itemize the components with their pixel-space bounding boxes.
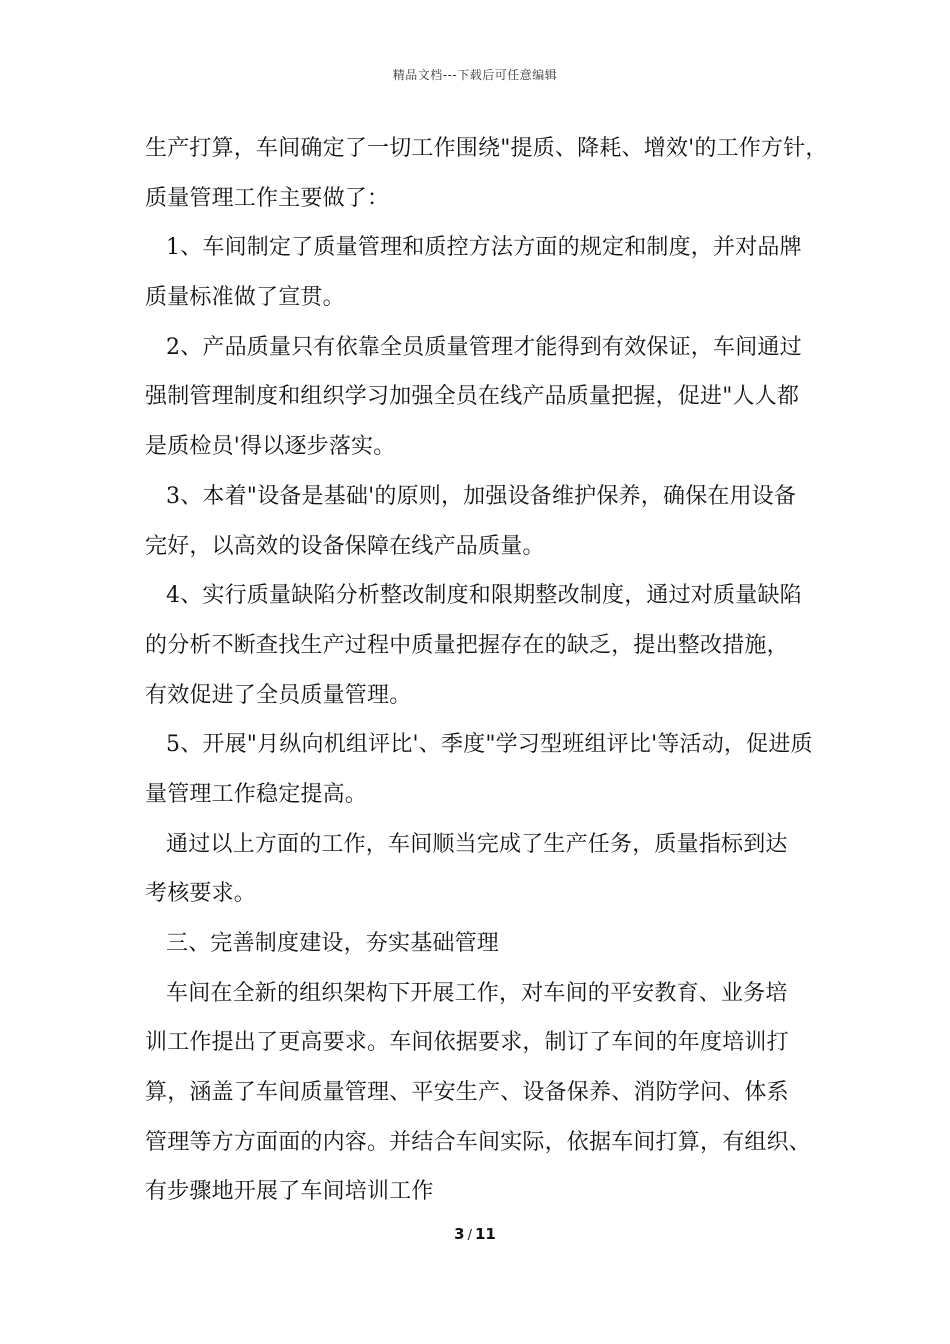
text-line: 有步骤地开展了车间培训工作 — [145, 1179, 434, 1205]
text-line: 有效促进了全员质量管理。 — [145, 682, 412, 708]
text-line: 质量标准做了宣贯。 — [145, 285, 345, 311]
text-line: 生产打算，车间确定了一切工作围绕"提质、降耗、增效'的工作方针， — [145, 136, 828, 161]
total-pages: 11 — [474, 1225, 496, 1243]
text-line: 考核要求。 — [145, 881, 257, 907]
text-line: 5、开展"月纵向机组评比'、季度"学习型班组评比'等活动，促进质 — [166, 732, 813, 758]
page-header: 精品文档---下载后可任意编辑 — [392, 68, 558, 82]
text-line: 管理等方方面面的内容。并结合车间实际，依据车间打算，有组织、 — [145, 1129, 812, 1155]
text-line: 量管理工作稳定提高。 — [145, 781, 368, 807]
text-line: 的分析不断查找生产过程中质量把握存在的缺乏，提出整改措施， — [145, 632, 789, 658]
text-line: 车间在全新的组织架构下开展工作，对车间的平安教育、业务培 — [166, 980, 788, 1006]
document-body — [145, 124, 828, 1217]
page-number — [0, 1225, 950, 1243]
text-line: 质量管理工作主要做了： — [145, 185, 390, 211]
current-page: 3 — [454, 1225, 465, 1243]
text-line: 是质检员'得以逐步落实。 — [145, 434, 396, 460]
text-line: 3、本着"设备是基础'的原则，加强设备维护保养，确保在用设备 — [166, 483, 797, 509]
text-line: 1、车间制定了质量管理和质控方法方面的规定和制度，并对品牌 — [166, 235, 802, 261]
text-line: 2、产品质量只有依靠全员质量管理才能得到有效保证，车间通过 — [166, 334, 802, 360]
text-line: 4、实行质量缺陷分析整改制度和限期整改制度，通过对质量缺陷 — [166, 583, 802, 609]
text-line: 算，涵盖了车间质量管理、平安生产、设备保养、消防学问、体系 — [145, 1080, 789, 1106]
section-heading: 三、完善制度建设，夯实基础管理 — [166, 931, 500, 956]
page-separator: / — [467, 1228, 472, 1243]
text-line: 通过以上方面的工作，车间顺当完成了生产任务，质量指标到达 — [166, 831, 788, 857]
text-line: 强制管理制度和组织学习加强全员在线产品质量把握，促进"人人都 — [145, 384, 800, 410]
text-line: 训工作提出了更高要求。车间依据要求，制订了车间的年度培训打 — [145, 1030, 789, 1056]
text-line: 完好，以高效的设备保障在线产品质量。 — [145, 533, 545, 559]
